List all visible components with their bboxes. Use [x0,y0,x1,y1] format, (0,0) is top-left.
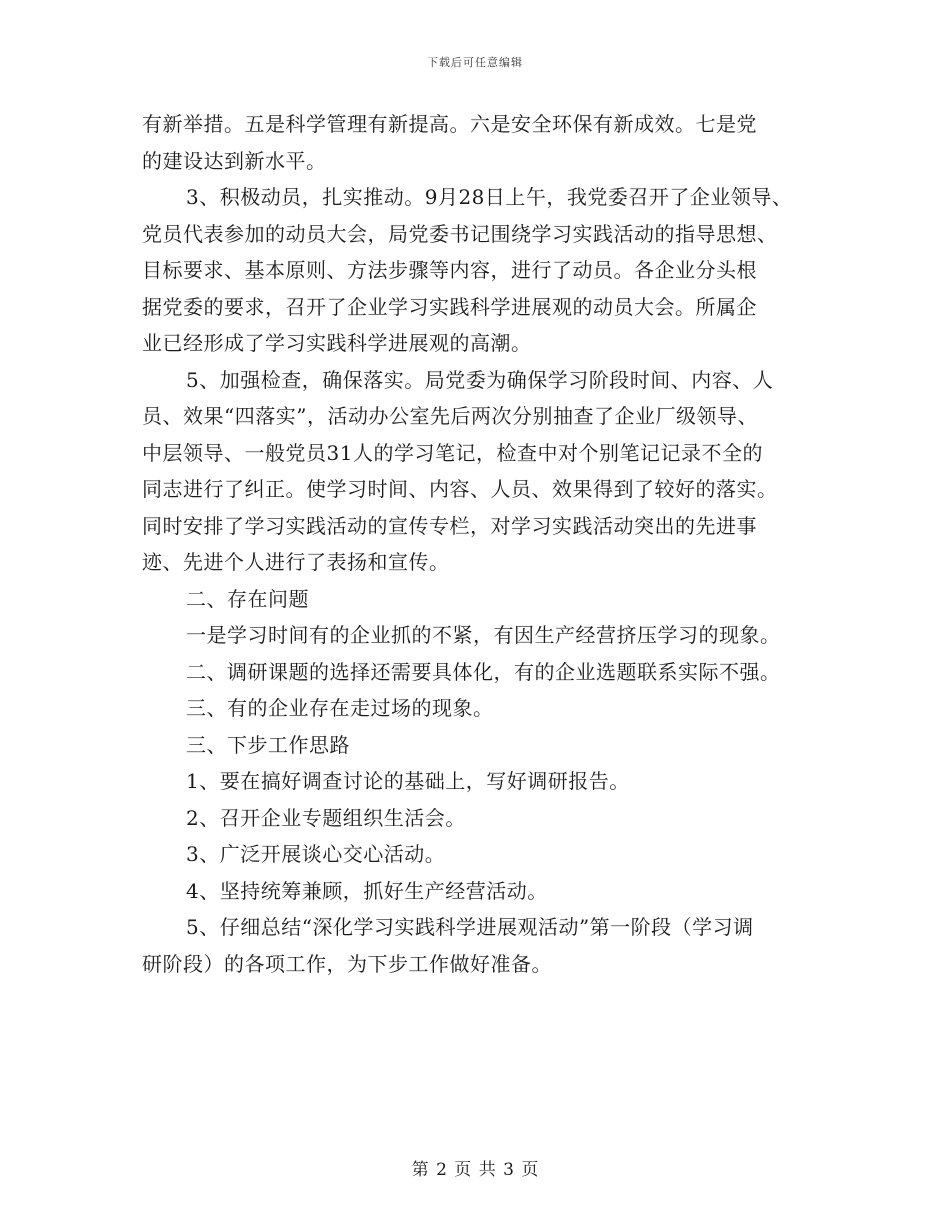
text-line: 5、加强检查，确保落实。局党委为确保学习阶段时间、内容、人 [186,367,774,392]
text-line: 三、下步工作思路 [186,732,350,757]
text-line: 目标要求、基本原则、方法步骤等内容，进行了动员。各企业分头根 [142,258,757,282]
document-body [142,106,832,982]
text-line: 5、仔细总结“深化学习实践科学进展观活动”第一阶段（学习调 [186,915,754,939]
text-line: 研阶段）的各项工作，为下步工作做好准备。 [142,951,552,976]
text-line: 党员代表参加的动员大会，局党委书记围绕学习实践活动的指导思想、 [142,221,778,246]
text-line: 员、效果“四落实”，活动办公室先后两次分别抽查了企业厂级领导、 [142,404,758,428]
text-line: 中层领导、一般党员31人的学习笔记，检查中对个别笔记记录不全的 [142,440,763,465]
text-line: 二、调研课题的选择还需要具体化，有的企业选题联系实际不强。 [186,659,781,684]
text-line: 二、存在问题 [186,586,309,611]
text-line: 有新举措。五是科学管理有新提高。六是安全环保有新成效。七是党 [142,112,757,136]
text-line: 3、广泛开展谈心交心活动。 [186,842,446,866]
text-line: 同时安排了学习实践活动的宣传专栏，对学习实践活动突出的先进事 [142,513,757,538]
text-line: 一是学习时间有的企业抓的不紧，有因生产经营挤压学习的现象。 [186,623,781,647]
text-line: 迹、先进个人进行了表扬和宣传。 [142,550,450,574]
text-line: 据党委的要求，召开了企业学习实践科学进展观的动员大会。所属企 [142,294,757,319]
page-header-note: 下载后可任意编辑 [427,56,523,69]
text-line: 三、有的企业存在走过场的现象。 [186,696,494,720]
text-line: 的建设达到新水平。 [142,148,327,173]
text-line: 2、召开企业专题组织生活会。 [186,805,466,830]
text-line: 3、积极动员，扎实推动。9月28日上午，我党委召开了企业领导、 [186,185,793,209]
text-line: 业已经形成了学习实践科学进展观的高潮。 [142,331,532,355]
text-line: 1、要在搞好调查讨论的基础上，写好调研报告。 [186,769,630,793]
text-line: 4、坚持统筹兼顾，抓好生产经营活动。 [186,878,548,903]
page-number: 第 2 页 共 3 页 [411,1160,539,1180]
text-line: 同志进行了纠正。使学习时间、内容、人员、效果得到了较好的落实。 [142,477,778,501]
